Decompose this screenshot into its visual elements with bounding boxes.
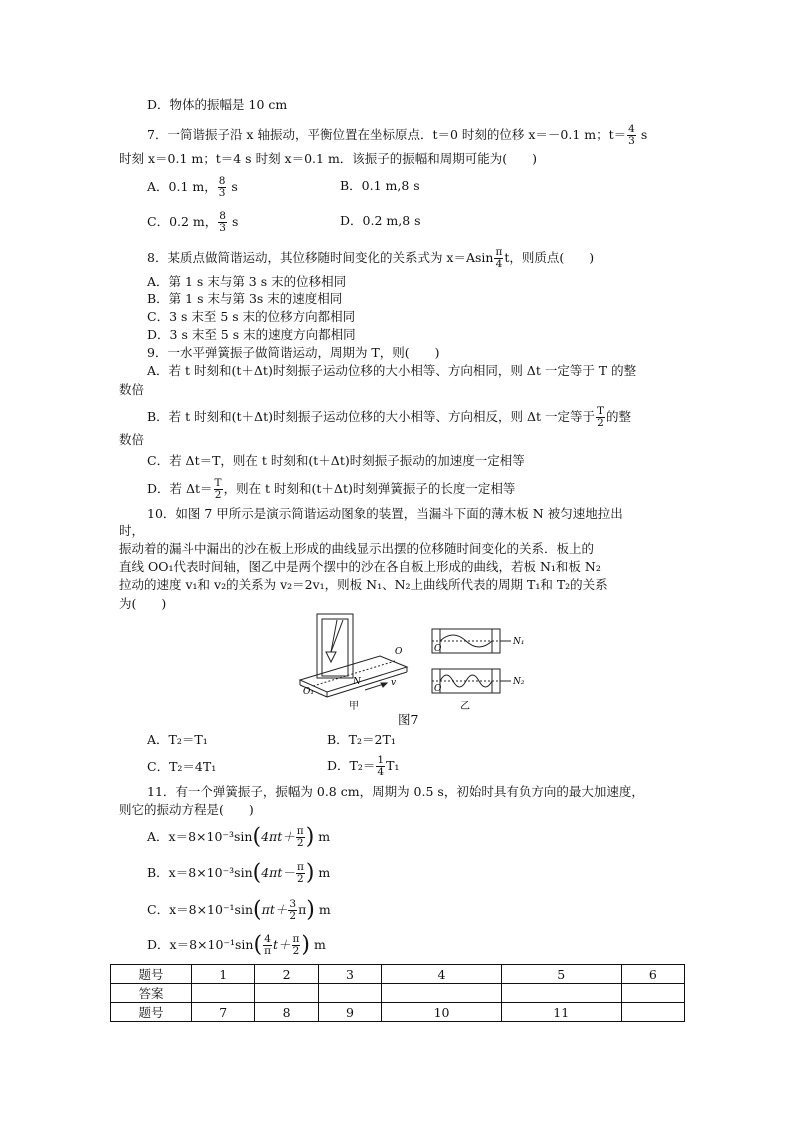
pendulum-frame-inner [322, 619, 348, 676]
q7-option-a: A．0.1 m， $\frac{8}{3}$ s [147, 175, 238, 199]
q10-line6: 为( ) [119, 596, 167, 611]
answer-cell[interactable] [621, 984, 684, 1003]
q7-stem-line2: 时刻 x＝0.1 m；t＝4 s 时刻 x＝0.1 m．该振子的振幅和周期可能为( ) [119, 151, 538, 166]
q10-line4: 直线 OO₁代表时间轴，图乙中是两个摆中的沙在各自板上形成的曲线，若板 N₁和板 N₂ [119, 559, 601, 574]
q7-option-c: C．0.2 m， $\frac{8}{3}$ s [147, 210, 239, 234]
q11-option-a: A．x＝8×10⁻³sin(4πt＋ $\frac{\pi}{2}$ ) m [147, 824, 331, 850]
answer-cell[interactable] [382, 984, 502, 1003]
answer-cell[interactable] [501, 984, 621, 1003]
q10-line5: 拉动的速度 v₁和 v₂的关系为 v₂＝2v₁，则板 N₁、N₂上曲线所代表的周期 T₁和 T₂的关系 [119, 577, 608, 592]
q11-option-c: C．x＝8×10⁻¹sin(πt＋ $\frac{3}{2}$ π) m [147, 897, 331, 923]
q11-option-b: B．x＝8×10⁻³sin(4πt－ $\frac{\pi}{2}$ ) m [147, 860, 331, 886]
q10-option-c: C．T₂＝4T₁ [147, 759, 217, 774]
q10-option-d: D．T₂＝ $\frac{1}{4}$ T₁ [327, 754, 400, 778]
q9-option-c: C．若 Δt＝T，则在 t 时刻和(t＋Δt)时刻振子振动的加速度一定相等 [147, 453, 525, 468]
label-N2: N₂ [513, 677, 525, 687]
q10-option-b: B．T₂＝2T₁ [327, 732, 396, 747]
q11-line2: 则它的振动方程是( ) [119, 802, 254, 817]
q8-option-b: B．第 1 s 末与第 3s 末的速度相同 [147, 291, 343, 306]
answer-cell[interactable] [255, 984, 318, 1003]
q9-option-b-line1: B．若 t 时刻和(t＋Δt)时刻振子运动位移的大小相等、方向相反，则 Δt 一定等于 $\frac{T}{2}$ 的整 [147, 405, 632, 429]
label-yi: 乙 [460, 701, 470, 712]
pendulum-string [331, 620, 343, 652]
figure-caption: 图7 [398, 712, 419, 727]
answer-cell[interactable] [192, 984, 255, 1003]
table-row: 题号 7 8 9 10 11 [111, 1003, 685, 1022]
q7-option-d: D．0.2 m,8 s [340, 213, 421, 228]
label-O: O [395, 647, 403, 657]
q7-fraction-4-3: $\frac{4}{3}$ [628, 123, 635, 147]
label-N1: N₁ [513, 637, 525, 647]
q8-option-c: C．3 s 末至 5 s 末的位移方向都相同 [147, 309, 356, 324]
answer-cell[interactable] [318, 984, 381, 1003]
q10-line3: 振动着的漏斗中漏出的沙在板上形成的曲线显示出摆的位移随时间变化的关系．板上的 [119, 541, 595, 556]
q8-option-d: D．3 s 末至 5 s 末的速度方向都相同 [147, 327, 356, 342]
label-v: v [391, 678, 397, 688]
q8-stem: 8．某质点做简谐运动，其位移随时间变化的关系式为 x＝Asin $\frac{\pi}{4}$ t，则质点( ) [147, 246, 595, 270]
answer-table [110, 964, 685, 1022]
q9-stem: 9．一水平弹簧振子做简谐运动，周期为 T，则( ) [147, 345, 440, 360]
q9-option-a-line2: 数倍 [119, 382, 145, 397]
label-O-N2: O [434, 684, 442, 694]
q10-option-a: A．T₂＝T₁ [147, 732, 208, 747]
q8-option-a: A．第 1 s 末与第 3 s 末的位移相同 [147, 274, 347, 289]
q9-option-a-line1: A．若 t 时刻和(t＋Δt)时刻振子运动位移的大小相等、方向相同，则 Δt 一定等于 T 的整 [147, 363, 637, 378]
q7-stem-line1: 7．一简谐振子沿 x 轴振动，平衡位置在坐标原点．t＝0 时刻的位移 x＝－0.1 m；t＝ $\frac{4}{3}$ s [147, 123, 648, 147]
q6-option-d: D．物体的振幅是 10 cm [147, 97, 288, 112]
funnel-icon [326, 652, 336, 662]
q10-line1: 10．如图 7 甲所示是演示简谐运动图象的装置，当漏斗下面的薄木板 N 被匀速地拉出 [147, 506, 623, 521]
q7-stem-text: 7．一简谐振子沿 x 轴振动，平衡位置在坐标原点．t＝0 时刻的位移 x＝－0.1 m；t＝ [147, 127, 627, 142]
table-row: 答案 [111, 984, 685, 1003]
table-row: 题号 1 2 3 4 5 6 [111, 965, 685, 984]
q11-option-d: D．x＝8×10⁻¹sin( $\frac{4}{\pi}$ t＋ $\frac{\pi}{2}$ ) m [147, 932, 326, 958]
label-O1: O₁ [303, 687, 314, 697]
q9-option-b-line2: 数倍 [119, 432, 145, 447]
q7-option-b: B．0.1 m,8 s [340, 178, 420, 193]
label-O-N1: O [434, 644, 442, 654]
label-jia: 甲 [349, 701, 359, 712]
q10-line2: 时， [119, 523, 145, 538]
q11-line1: 11．有一个弹簧振子，振幅为 0.8 cm，周期为 0.5 s，初始时具有负方向的最大加速度， [147, 784, 644, 799]
q9-option-d: D．若 Δt＝ $\frac{T}{2}$ ，则在 t 时刻和(t＋Δt)时刻弹簧振子的长度一定相等 [147, 477, 516, 501]
figure-7 [295, 612, 535, 714]
label-N: N [353, 677, 361, 687]
